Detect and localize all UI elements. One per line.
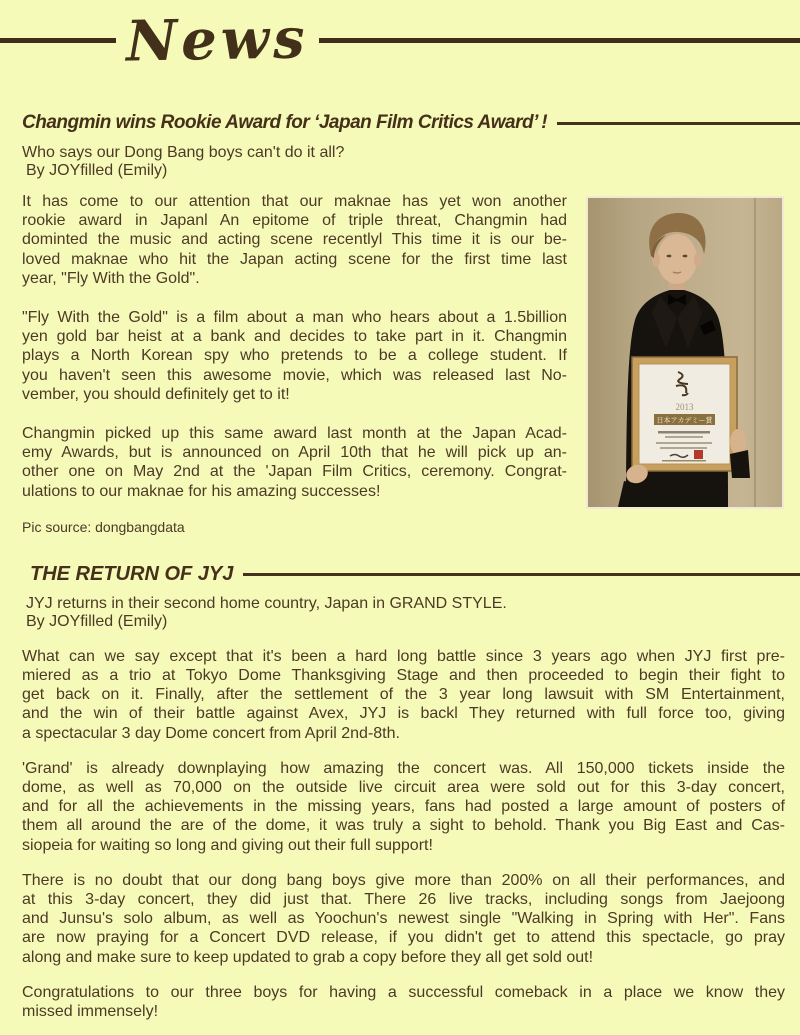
text-line: yen gold bar heist at a bank and decides to take part in it. Changmin bbox=[22, 328, 567, 346]
text-line: ulations to our maknae for his amazing successes! bbox=[22, 482, 381, 500]
article1-subtitle: Who says our Dong Bang boys can't do it all? bbox=[22, 144, 345, 161]
text-line: emy Awards, but is announced on April 10th that he will pick up an- bbox=[22, 444, 567, 462]
article1-body bbox=[22, 192, 567, 501]
text-line: 'Grand' is already downplaying how amazing the concert was. All 150,000 tickets inside the bbox=[22, 759, 785, 777]
masthead-rule-left bbox=[0, 38, 116, 43]
text-line: them all around the are of the dome, it was truly a sight to behold. Thank you Big East and Cas- bbox=[22, 817, 785, 835]
eye-right bbox=[683, 255, 688, 258]
face bbox=[657, 234, 697, 284]
article2-paragraph-4 bbox=[22, 983, 785, 1021]
changmin-award-photo bbox=[586, 196, 784, 509]
text-line: plays a North Korean spy who pretends to be a college student. If bbox=[22, 347, 567, 365]
certificate-footer-rule bbox=[662, 460, 706, 462]
text-line: loved maknae who hit the Japan acting scene for the first time last bbox=[22, 250, 567, 268]
certificate-line-2 bbox=[665, 436, 703, 438]
article2-title: THE RETURN OF JYJ bbox=[30, 563, 234, 586]
article1-title: Changmin wins Rookie Award for ‘Japan Film Critics Award’ ! bbox=[22, 112, 548, 133]
text-line: dome, as well as 70,000 on the outside live circuit area were sold out for this 3-day concert, bbox=[22, 779, 785, 797]
text-line: What can we say except that it's been a hard long battle since 3 years ago when JYJ first pre- bbox=[22, 647, 785, 665]
article2-byline: By JOYfilled (Emily) bbox=[26, 612, 168, 630]
masthead-title: News bbox=[125, 5, 310, 75]
article2-paragraph-2 bbox=[22, 759, 785, 855]
text-line: dominted the music and acting scene recentlyl This time it is our be- bbox=[22, 231, 567, 249]
text-line: siopeia for waiting so long and giving out their full support! bbox=[22, 836, 433, 854]
article2-subtitle: JYJ returns in their second home country, Japan in GRAND STYLE. bbox=[26, 594, 507, 612]
text-line: year, "Fly With the Gold". bbox=[22, 269, 200, 287]
masthead-rule-right bbox=[319, 38, 800, 43]
certificate-line-3 bbox=[656, 442, 712, 444]
article1-paragraph-2 bbox=[22, 308, 567, 404]
certificate-line-4 bbox=[660, 447, 707, 449]
article-return-of-jyj bbox=[0, 561, 800, 1021]
eye-left bbox=[667, 255, 672, 258]
text-line: "Fly With the Gold" is a film about a man who hears about a 1.5billion bbox=[22, 309, 567, 327]
text-line: you haven't seen this awesome movie, which was released last No- bbox=[22, 366, 567, 384]
text-line: at this 3-day concert, they did just that. There 26 live tracks, including songs from Jaejoong bbox=[22, 891, 785, 909]
article1-pic-source: Pic source: dongbangdata bbox=[22, 518, 185, 535]
article1-heading-row bbox=[22, 108, 800, 138]
certificate bbox=[632, 357, 737, 471]
article2-paragraph-1 bbox=[22, 647, 785, 743]
text-line: miered as a trio at Tokyo Dome Thanksgiving Stage and then proceeded to begin their fight to bbox=[22, 667, 785, 685]
certificate-banner-text: 日本アカデミー賞 bbox=[656, 416, 713, 425]
article1-byline: By JOYfilled (Emily) bbox=[26, 162, 168, 179]
text-line: other one on May 2nd at the 'Japan Film Critics, ceremony. Congrat- bbox=[22, 463, 567, 481]
certificate-line-1 bbox=[658, 431, 710, 434]
text-line: missed immensely! bbox=[22, 1003, 159, 1021]
text-line: and Junsu's solo album, as well as Yoochun's newest single "Walking in Spring with Her". Fans bbox=[22, 910, 785, 928]
certificate-year: 2013 bbox=[675, 402, 694, 412]
text-line: and for all the achievements in the missing years, fans had posted a large amount of posters of bbox=[22, 798, 785, 816]
sleeve-right bbox=[730, 450, 750, 478]
changmin-award-photo-illustration bbox=[588, 198, 782, 507]
article2-heading-row bbox=[30, 561, 800, 589]
ear-right bbox=[694, 253, 702, 267]
text-line: rookie award in Japanl An epitome of triple threat, Changmin had bbox=[22, 212, 567, 230]
text-line: There is no doubt that our dong bang boys give more than 200% on all their performances, and bbox=[22, 871, 785, 889]
text-line: along and make sure to keep updated to grab a copy before they all get sold out! bbox=[22, 948, 594, 966]
article1-paragraph-1 bbox=[22, 192, 567, 288]
text-line: a spectacular 3 day Dome concert from April 2nd-8th. bbox=[22, 724, 400, 742]
text-line: are now praying for a Concert DVD release, if you didn't get to attend this spectacle, go pray bbox=[22, 929, 785, 947]
certificate-seal bbox=[694, 450, 703, 459]
text-line: and the win of their battle against Avex, JYJ is backl They returned with full force too, giving bbox=[22, 705, 785, 723]
article2-body bbox=[22, 647, 785, 1021]
masthead bbox=[0, 0, 800, 80]
article1-title-rule bbox=[557, 122, 800, 125]
text-line: Changmin picked up this same award last month at the Japan Acad- bbox=[22, 425, 567, 443]
wall-panel-seam bbox=[754, 198, 756, 507]
text-line: It has come to our attention that our maknae has yet won another bbox=[22, 193, 567, 210]
text-line: get back on it. Finally, after the settlement of the 3 year long lawsuit with SM Entertainment, bbox=[22, 686, 785, 704]
text-line: Congratulations to our three boys for having a successful comeback in a place we know they bbox=[22, 983, 785, 1001]
text-line: vember, you should definitely get to it! bbox=[22, 385, 290, 403]
article2-paragraph-3 bbox=[22, 871, 785, 967]
article2-title-rule bbox=[243, 573, 800, 576]
article1-paragraph-3 bbox=[22, 424, 567, 501]
